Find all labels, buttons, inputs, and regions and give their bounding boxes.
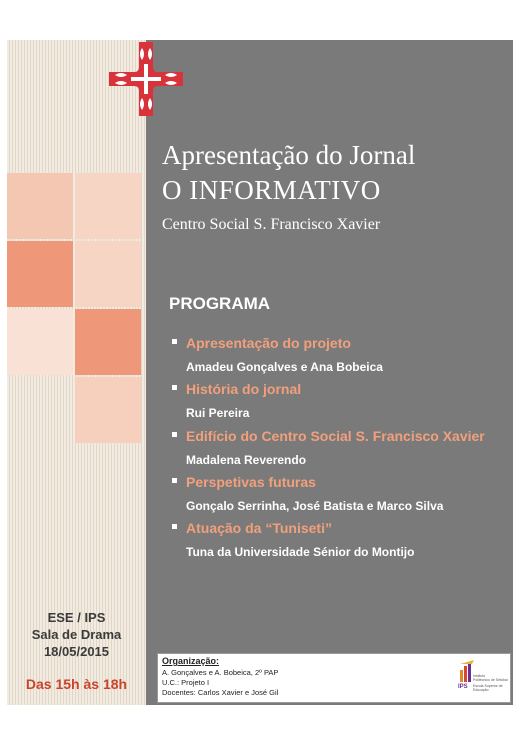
caritas-cross-icon [109, 42, 183, 116]
deco-square [75, 377, 141, 443]
organization-course: U.C.: Projeto I [162, 678, 210, 687]
ips-line: Escola Superior de [473, 684, 503, 688]
program-item-people: Madalena Reverendo [186, 453, 307, 467]
program-item-people: Rui Pereira [186, 406, 250, 420]
program-heading: PROGRAMA [169, 294, 271, 313]
event-time: Das 15h às 18h [25, 676, 128, 692]
deco-square [75, 173, 141, 239]
deco-square [7, 173, 73, 239]
square-bullet-icon [172, 432, 177, 437]
deco-square [7, 241, 73, 307]
venue-room: Sala de Drama [31, 627, 122, 642]
event-date: 18/05/2015 [43, 644, 110, 659]
title-line-1: Apresentação do Jornal [162, 140, 416, 170]
program-item-title: Edifício do Centro Social S. Francisco Xavier [186, 428, 485, 444]
program-item-title: Apresentação do projeto [186, 335, 351, 351]
program-item [172, 474, 316, 492]
program-item-people: Amadeu Gonçalves e Ana Bobeica [186, 360, 383, 374]
poster [7, 40, 513, 705]
program-item-people: Gonçalo Serrinha, José Batista e Marco Silva [186, 499, 444, 513]
organization-heading: Organização: [162, 656, 220, 666]
square-bullet-icon [172, 478, 177, 483]
program-item [172, 381, 301, 399]
organization-box [157, 653, 511, 703]
subtitle: Centro Social S. Francisco Xavier [162, 216, 381, 233]
square-bullet-icon [172, 524, 177, 529]
deco-square [75, 241, 141, 307]
program-item [172, 335, 351, 353]
program-item [172, 520, 332, 538]
square-bullet-icon [172, 385, 177, 390]
program-item [172, 428, 485, 446]
program-item-people: Tuna da Universidade Sénior do Montijo [186, 545, 415, 559]
organization-teachers: Docentes: Carlos Xavier e José Gil [162, 688, 279, 697]
deco-square [75, 309, 141, 375]
ips-line: Instituto [473, 674, 486, 678]
program-item-title: Perspetivas futuras [186, 474, 316, 490]
organization-authors: A. Gonçalves e A. Bobeica, 2º PAP [162, 668, 279, 677]
ips-line: Educação [473, 688, 489, 692]
ips-abbr: IPS [458, 684, 468, 690]
venue-location: ESE / IPS [47, 610, 106, 625]
program-item-title: Atuação da “Tuniseti” [186, 520, 332, 536]
deco-square [7, 309, 73, 375]
title-line-2: O INFORMATIVO [162, 175, 381, 205]
ips-line: Politécnico de Setúbal [473, 678, 508, 682]
square-bullet-icon [172, 339, 177, 344]
program-item-title: História do jornal [186, 381, 302, 397]
left-column [7, 40, 146, 705]
